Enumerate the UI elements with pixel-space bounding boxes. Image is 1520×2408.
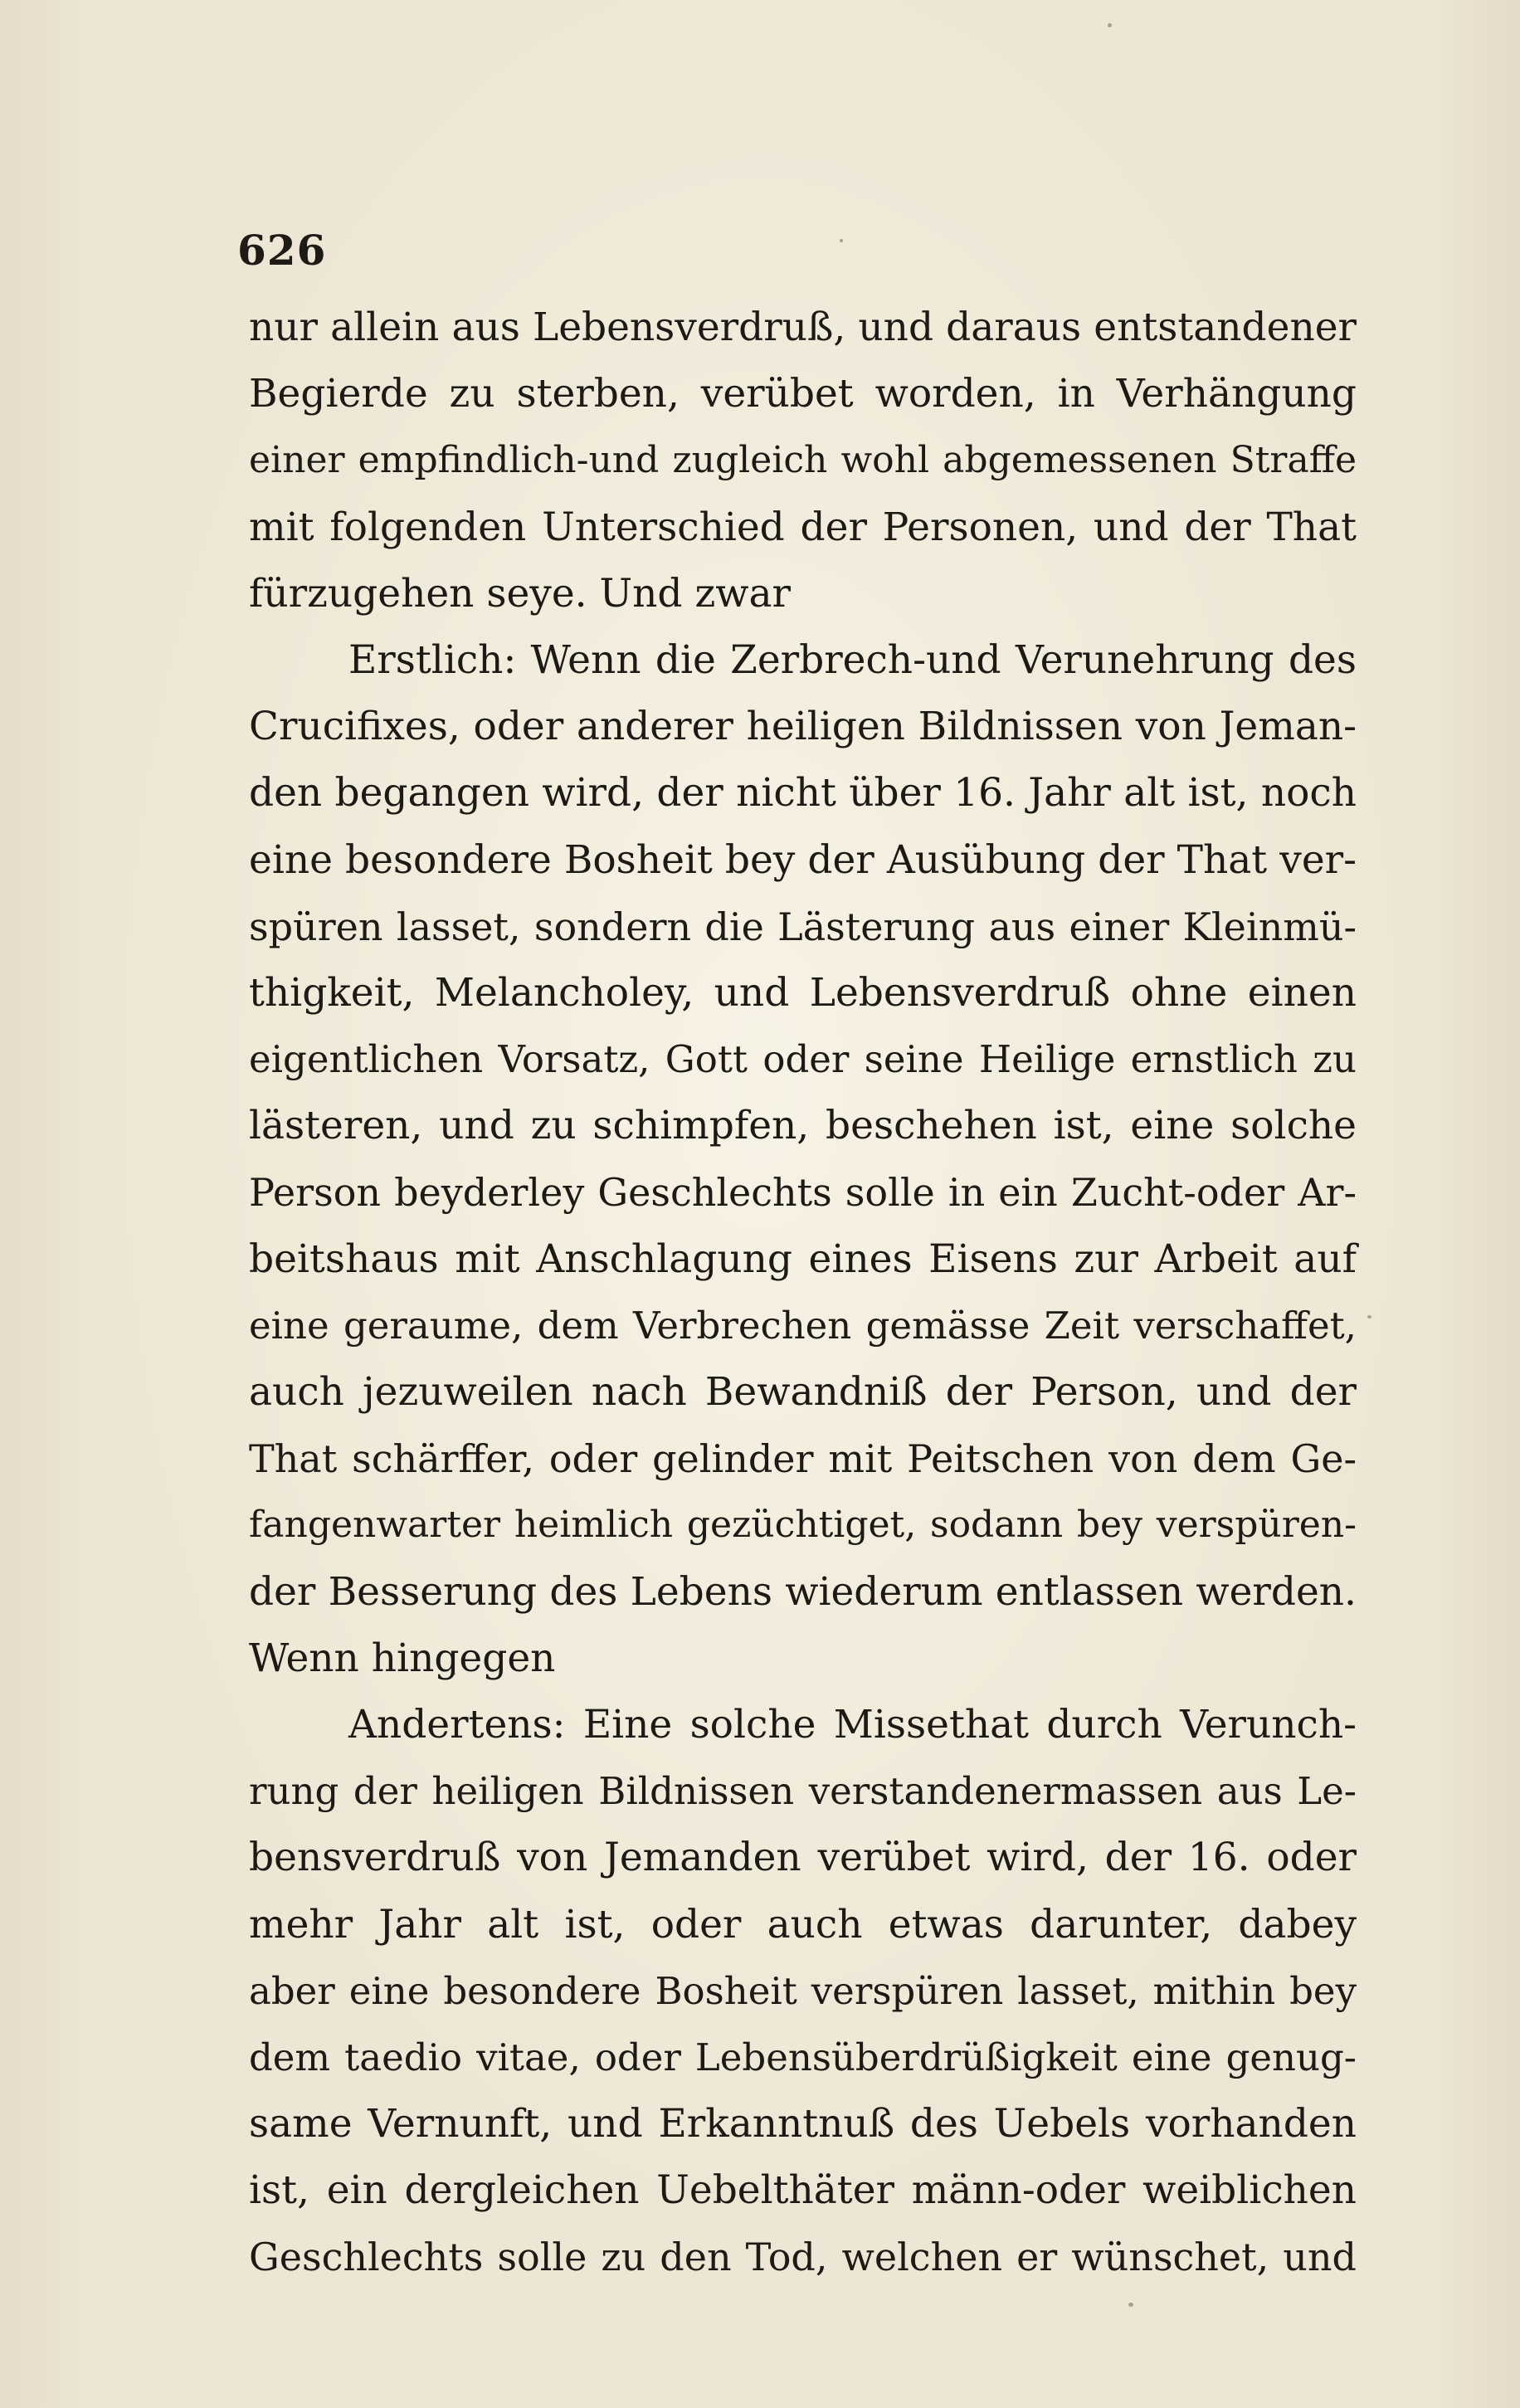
text-line: den begangen wird, der nicht über 16. Jahr alt ist, noch <box>249 770 1357 816</box>
text-line: That schärffer, oder gelinder mit Peitschen von dem Ge- <box>249 1436 1357 1482</box>
text-line: dem taedio vitae, oder Lebensüberdrüßigkeit eine genug- <box>249 2035 1357 2079</box>
text-line: Andertens: Eine solche Missethat durch Verunch- <box>348 1701 1357 1748</box>
text-line: Begierde zu sterben, verübet worden, in Verhängung <box>249 371 1357 417</box>
text-line: Geschlechts solle zu den Tod, welchen er wünschet, und <box>249 2235 1357 2280</box>
text-line: bensverdruß von Jemanden verübet wird, der 16. oder <box>249 1835 1357 1881</box>
text-line: Wenn hingegen <box>249 1635 556 1681</box>
paper-speck <box>1367 1315 1371 1319</box>
page-number: 626 <box>237 226 327 275</box>
text-line: der Besserung des Lebens wiederum entlassen werden. <box>249 1568 1357 1615</box>
paper-speck <box>840 239 843 242</box>
text-line: aber eine besondere Bosheit verspüren lasset, mithin bey <box>249 1968 1357 2013</box>
text-line: same Vernunft, und Erkanntnuß des Uebels vorhanden <box>249 2101 1357 2147</box>
paper-speck <box>1128 2303 1133 2307</box>
text-line: ist, ein dergleichen Uebelthäter männ-oder weiblichen <box>249 2167 1357 2214</box>
text-line: eigentlichen Vorsatz, Gott oder seine Heilige ernstlich zu <box>249 1037 1357 1082</box>
text-line: beitshaus mit Anschlagung eines Eisens zur Arbeit auf <box>249 1236 1357 1282</box>
text-line: einer empfindlich-und zugleich wohl abgemessenen Straffe <box>249 439 1357 482</box>
text-line: Crucifixes, oder anderer heiligen Bildnissen von Jeman- <box>249 704 1357 750</box>
text-line: thigkeit, Melancholey, und Lebensverdruß ohne einen <box>249 969 1357 1016</box>
text-line: auch jezuweilen nach Bewandniß der Person, und der <box>249 1369 1357 1415</box>
body-text <box>249 295 1357 2291</box>
text-line: Erstlich: Wenn die Zerbrech-und Verunehrung des <box>348 636 1357 683</box>
paper-speck <box>1108 23 1112 27</box>
text-line: fürzugehen seye. Und zwar <box>249 570 791 617</box>
text-line: Person beyderley Geschlechts solle in ein Zucht-oder Ar- <box>249 1170 1357 1216</box>
text-line: lästeren, und zu schimpfen, beschehen ist, eine solche <box>249 1103 1357 1149</box>
text-line: eine geraume, dem Verbrechen gemässe Zeit verschaffet, <box>249 1303 1357 1348</box>
text-line: nur allein aus Lebensverdruß, und daraus entstandener <box>249 305 1357 350</box>
text-line: mehr Jahr alt ist, oder auch etwas darunter, dabey <box>249 1901 1357 1947</box>
text-line: mit folgenden Unterschied der Personen, und der That <box>249 504 1357 550</box>
text-line: rung der heiligen Bildnissen verstandenermassen aus Le- <box>249 1769 1357 1814</box>
text-line: spüren lasset, sondern die Lästerung aus einer Kleinmü- <box>249 904 1357 949</box>
text-line: eine besondere Bosheit bey der Ausübung der That ver- <box>249 836 1357 883</box>
text-line: fangenwarter heimlich gezüchtiget, sodann bey verspüren- <box>249 1504 1357 1547</box>
